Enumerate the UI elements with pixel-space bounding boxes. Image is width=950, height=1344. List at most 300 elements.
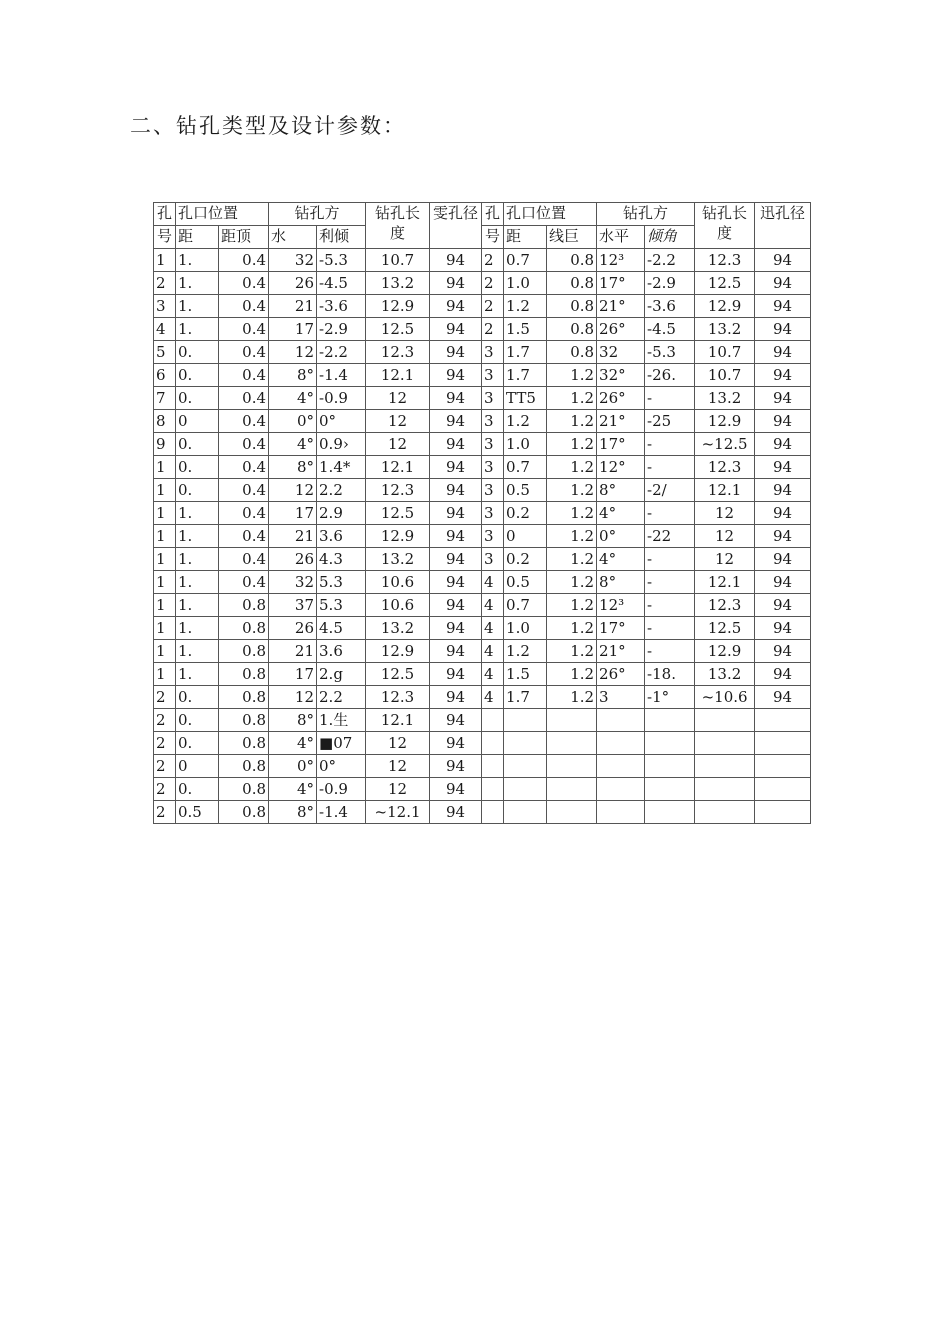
cell-collar-top-distance: 0.4 <box>219 318 269 341</box>
cell-drill-length: 12.9 <box>366 640 430 663</box>
subheader-horizontal-2: 水平 <box>597 226 645 249</box>
cell-horizontal-angle-2 <box>597 778 645 801</box>
cell-hole-diameter-2 <box>755 709 811 732</box>
cell-collar-line-distance-2: 0.8 <box>547 249 597 272</box>
cell-drill-length: 12 <box>366 410 430 433</box>
table-row <box>154 801 811 824</box>
cell-hole-no: 2 <box>154 686 176 709</box>
cell-drill-length-2: 12.9 <box>695 410 755 433</box>
cell-horizontal-angle: 4° <box>269 778 317 801</box>
cell-collar-distance-2 <box>504 732 547 755</box>
cell-hole-no-2: 3 <box>482 525 504 548</box>
cell-hole-no: 5 <box>154 341 176 364</box>
subheader-number: 号 <box>154 226 176 249</box>
cell-horizontal-angle: 8° <box>269 709 317 732</box>
cell-collar-distance: 0 <box>176 410 219 433</box>
cell-drill-length-2: 12 <box>695 502 755 525</box>
table-row <box>154 778 811 801</box>
cell-hole-diameter-2: 94 <box>755 663 811 686</box>
table-row <box>154 709 811 732</box>
cell-drill-length: 12 <box>366 755 430 778</box>
cell-hole-diameter: 94 <box>430 364 482 387</box>
cell-hole-diameter: 94 <box>430 295 482 318</box>
cell-hole-no: 7 <box>154 387 176 410</box>
cell-collar-top-distance: 0.4 <box>219 295 269 318</box>
cell-collar-line-distance-2: 1.2 <box>547 548 597 571</box>
cell-hole-diameter: 94 <box>430 663 482 686</box>
cell-horizontal-angle: 26 <box>269 617 317 640</box>
subheader-distance-2: 距 <box>504 226 547 249</box>
cell-horizontal-angle-2 <box>597 755 645 778</box>
cell-drill-length-2: 10.7 <box>695 341 755 364</box>
cell-hole-no: 1 <box>154 594 176 617</box>
cell-hole-no: 2 <box>154 778 176 801</box>
cell-hole-no: 3 <box>154 295 176 318</box>
cell-inclination-2: - <box>645 594 695 617</box>
cell-horizontal-angle: 26 <box>269 548 317 571</box>
cell-collar-distance-2: 0.2 <box>504 502 547 525</box>
cell-collar-distance-2 <box>504 755 547 778</box>
cell-drill-length-2: 12 <box>695 525 755 548</box>
cell-collar-distance: 0. <box>176 686 219 709</box>
cell-collar-distance: 0. <box>176 479 219 502</box>
cell-collar-distance: 0. <box>176 433 219 456</box>
cell-horizontal-angle: 37 <box>269 594 317 617</box>
cell-hole-no: 2 <box>154 755 176 778</box>
cell-drill-length-2 <box>695 801 755 824</box>
cell-hole-diameter-2 <box>755 778 811 801</box>
cell-collar-distance: 1. <box>176 249 219 272</box>
cell-inclination: 0.9› <box>317 433 366 456</box>
cell-drill-length-2: 13.2 <box>695 387 755 410</box>
cell-hole-no-2: 2 <box>482 249 504 272</box>
cell-inclination-2: -2.9 <box>645 272 695 295</box>
header-hole-2: 孔 <box>482 203 504 226</box>
cell-drill-length-2: 12.9 <box>695 295 755 318</box>
cell-drill-length-2: 12.5 <box>695 617 755 640</box>
cell-hole-diameter-2: 94 <box>755 525 811 548</box>
cell-collar-top-distance: 0.4 <box>219 364 269 387</box>
cell-horizontal-angle-2: 0° <box>597 525 645 548</box>
cell-inclination: 5.3 <box>317 571 366 594</box>
cell-collar-distance: 0. <box>176 364 219 387</box>
cell-hole-no-2: 3 <box>482 502 504 525</box>
subheader-horizontal: 水 <box>269 226 317 249</box>
cell-hole-no: 9 <box>154 433 176 456</box>
cell-collar-distance-2: 0.7 <box>504 594 547 617</box>
cell-collar-distance: 0. <box>176 778 219 801</box>
cell-collar-top-distance: 0.4 <box>219 479 269 502</box>
cell-inclination-2 <box>645 801 695 824</box>
cell-collar-distance-2: 1.2 <box>504 640 547 663</box>
cell-collar-top-distance: 0.4 <box>219 456 269 479</box>
cell-hole-no-2 <box>482 732 504 755</box>
cell-inclination: ■07 <box>317 732 366 755</box>
cell-collar-distance-2: 0.2 <box>504 548 547 571</box>
cell-hole-diameter: 94 <box>430 410 482 433</box>
cell-hole-diameter: 94 <box>430 456 482 479</box>
cell-collar-distance-2: 1.0 <box>504 272 547 295</box>
cell-collar-distance-2: 1.7 <box>504 364 547 387</box>
cell-inclination: -1.4 <box>317 364 366 387</box>
cell-horizontal-angle-2: 17° <box>597 433 645 456</box>
header-drill-direction: 钻孔方 <box>269 203 366 226</box>
cell-drill-length: 10.6 <box>366 571 430 594</box>
cell-inclination-2: - <box>645 456 695 479</box>
cell-inclination: 3.6 <box>317 640 366 663</box>
cell-inclination-2 <box>645 732 695 755</box>
cell-drill-length-2 <box>695 709 755 732</box>
cell-drill-length-2: 12.9 <box>695 640 755 663</box>
cell-inclination-2: -26. <box>645 364 695 387</box>
cell-drill-length: 10.6 <box>366 594 430 617</box>
header-drill-direction-2: 钻孔方 <box>597 203 695 226</box>
cell-drill-length: 12.1 <box>366 364 430 387</box>
cell-inclination: -2.2 <box>317 341 366 364</box>
cell-collar-line-distance-2: 0.8 <box>547 272 597 295</box>
cell-inclination: -0.9 <box>317 778 366 801</box>
cell-horizontal-angle: 0° <box>269 410 317 433</box>
cell-hole-no: 1 <box>154 571 176 594</box>
table-row <box>154 617 811 640</box>
cell-drill-length-2: 13.2 <box>695 318 755 341</box>
cell-hole-no-2 <box>482 778 504 801</box>
cell-horizontal-angle: 12 <box>269 686 317 709</box>
cell-hole-diameter: 94 <box>430 502 482 525</box>
cell-collar-line-distance-2: 1.2 <box>547 456 597 479</box>
cell-horizontal-angle: 4° <box>269 433 317 456</box>
header-collar-position-2: 孔口位置 <box>504 203 597 226</box>
cell-horizontal-angle-2: 17° <box>597 272 645 295</box>
cell-drill-length: 12 <box>366 433 430 456</box>
cell-collar-distance: 1. <box>176 318 219 341</box>
cell-collar-top-distance: 0.8 <box>219 801 269 824</box>
cell-horizontal-angle-2: 8° <box>597 479 645 502</box>
cell-inclination-2 <box>645 709 695 732</box>
cell-hole-diameter-2: 94 <box>755 364 811 387</box>
cell-hole-no-2: 3 <box>482 433 504 456</box>
cell-horizontal-angle-2: 21° <box>597 410 645 433</box>
cell-hole-no: 6 <box>154 364 176 387</box>
cell-hole-no: 1 <box>154 525 176 548</box>
cell-collar-line-distance-2: 1.2 <box>547 410 597 433</box>
cell-hole-no-2: 4 <box>482 617 504 640</box>
cell-hole-diameter: 94 <box>430 755 482 778</box>
cell-inclination: 4.3 <box>317 548 366 571</box>
cell-hole-no: 2 <box>154 272 176 295</box>
cell-collar-top-distance: 0.8 <box>219 709 269 732</box>
cell-hole-diameter-2: 94 <box>755 571 811 594</box>
cell-hole-no-2: 3 <box>482 410 504 433</box>
cell-horizontal-angle-2: 21° <box>597 640 645 663</box>
cell-drill-length-2 <box>695 778 755 801</box>
cell-hole-diameter-2: 94 <box>755 318 811 341</box>
cell-horizontal-angle-2: 21° <box>597 295 645 318</box>
cell-collar-line-distance-2: 1.2 <box>547 571 597 594</box>
cell-hole-diameter: 94 <box>430 571 482 594</box>
cell-horizontal-angle: 26 <box>269 272 317 295</box>
cell-collar-distance-2: 0.5 <box>504 479 547 502</box>
cell-inclination-2: - <box>645 433 695 456</box>
cell-horizontal-angle: 32 <box>269 571 317 594</box>
table-row <box>154 479 811 502</box>
cell-drill-length: 12.3 <box>366 341 430 364</box>
cell-horizontal-angle: 21 <box>269 295 317 318</box>
cell-collar-distance: 0. <box>176 709 219 732</box>
cell-hole-diameter-2: 94 <box>755 410 811 433</box>
cell-hole-no: 1 <box>154 456 176 479</box>
cell-collar-top-distance: 0.4 <box>219 387 269 410</box>
cell-hole-no: 2 <box>154 732 176 755</box>
cell-hole-diameter-2: 94 <box>755 594 811 617</box>
cell-hole-diameter-2: 94 <box>755 617 811 640</box>
cell-hole-no: 1 <box>154 640 176 663</box>
table-row <box>154 663 811 686</box>
cell-drill-length-2: 13.2 <box>695 663 755 686</box>
cell-inclination: 2.2 <box>317 479 366 502</box>
cell-inclination: -4.5 <box>317 272 366 295</box>
cell-inclination-2: -18. <box>645 663 695 686</box>
cell-hole-diameter: 94 <box>430 778 482 801</box>
table-row <box>154 456 811 479</box>
cell-collar-distance-2: 1.0 <box>504 617 547 640</box>
cell-drill-length-2: 12.1 <box>695 571 755 594</box>
cell-hole-diameter-2 <box>755 801 811 824</box>
cell-horizontal-angle-2: 26° <box>597 663 645 686</box>
cell-hole-no-2: 3 <box>482 479 504 502</box>
table-row <box>154 410 811 433</box>
cell-inclination: 4.5 <box>317 617 366 640</box>
cell-inclination-2: - <box>645 502 695 525</box>
cell-collar-top-distance: 0.4 <box>219 525 269 548</box>
cell-hole-no: 2 <box>154 801 176 824</box>
cell-inclination-2: -5.3 <box>645 341 695 364</box>
table-row <box>154 341 811 364</box>
cell-collar-distance-2: 0.7 <box>504 249 547 272</box>
cell-horizontal-angle: 4° <box>269 732 317 755</box>
table-row <box>154 364 811 387</box>
cell-collar-line-distance-2: 1.2 <box>547 479 597 502</box>
cell-hole-no: 1 <box>154 249 176 272</box>
cell-collar-distance: 1. <box>176 640 219 663</box>
cell-drill-length: 12.5 <box>366 663 430 686</box>
cell-collar-distance: 1. <box>176 663 219 686</box>
cell-collar-line-distance-2 <box>547 732 597 755</box>
cell-hole-no: 1 <box>154 479 176 502</box>
cell-hole-diameter: 94 <box>430 548 482 571</box>
cell-drill-length-2: 12.3 <box>695 249 755 272</box>
cell-collar-top-distance: 0.4 <box>219 341 269 364</box>
cell-hole-no-2: 3 <box>482 548 504 571</box>
cell-hole-no-2: 3 <box>482 456 504 479</box>
cell-inclination: -0.9 <box>317 387 366 410</box>
cell-collar-line-distance-2: 1.2 <box>547 686 597 709</box>
cell-hole-diameter: 94 <box>430 479 482 502</box>
cell-hole-no-2: 2 <box>482 295 504 318</box>
cell-collar-top-distance: 0.4 <box>219 571 269 594</box>
cell-collar-top-distance: 0.8 <box>219 663 269 686</box>
cell-horizontal-angle-2: 32 <box>597 341 645 364</box>
table-row <box>154 594 811 617</box>
cell-collar-line-distance-2: 1.2 <box>547 617 597 640</box>
cell-collar-distance: 0. <box>176 732 219 755</box>
cell-drill-length: 13.2 <box>366 617 430 640</box>
cell-hole-no-2 <box>482 801 504 824</box>
cell-inclination-2: -2/ <box>645 479 695 502</box>
cell-drill-length: 12 <box>366 778 430 801</box>
cell-collar-distance: 1. <box>176 617 219 640</box>
cell-inclination-2: - <box>645 617 695 640</box>
cell-collar-top-distance: 0.8 <box>219 732 269 755</box>
cell-collar-line-distance-2: 1.2 <box>547 387 597 410</box>
cell-collar-distance-2: TT5 <box>504 387 547 410</box>
cell-hole-no: 1 <box>154 548 176 571</box>
section-heading: 二、钻孔类型及设计参数： <box>130 114 406 138</box>
cell-inclination-2: -22 <box>645 525 695 548</box>
cell-horizontal-angle: 21 <box>269 640 317 663</box>
cell-hole-no-2: 2 <box>482 318 504 341</box>
cell-collar-distance-2: 0.7 <box>504 456 547 479</box>
header-drill-length: 钻孔长度 <box>366 203 430 249</box>
cell-inclination: 2.g <box>317 663 366 686</box>
cell-drill-length: 12.3 <box>366 479 430 502</box>
cell-collar-line-distance-2 <box>547 755 597 778</box>
cell-hole-diameter: 94 <box>430 732 482 755</box>
header-collar-position: 孔口位置 <box>176 203 269 226</box>
cell-hole-diameter: 94 <box>430 640 482 663</box>
cell-hole-no-2: 4 <box>482 686 504 709</box>
cell-inclination-2: -4.5 <box>645 318 695 341</box>
cell-collar-top-distance: 0.8 <box>219 686 269 709</box>
cell-hole-diameter-2: 94 <box>755 479 811 502</box>
cell-drill-length: 12.5 <box>366 318 430 341</box>
cell-hole-diameter: 94 <box>430 801 482 824</box>
cell-hole-diameter-2: 94 <box>755 456 811 479</box>
table-row <box>154 525 811 548</box>
cell-hole-no: 4 <box>154 318 176 341</box>
cell-horizontal-angle-2: 4° <box>597 548 645 571</box>
cell-collar-distance: 1. <box>176 571 219 594</box>
cell-drill-length-2: ~12.5 <box>695 433 755 456</box>
cell-drill-length: 12 <box>366 387 430 410</box>
cell-hole-diameter: 94 <box>430 709 482 732</box>
cell-hole-diameter-2: 94 <box>755 640 811 663</box>
cell-hole-diameter-2 <box>755 732 811 755</box>
header-drill-length-2: 钻孔长度 <box>695 203 755 249</box>
cell-inclination: -3.6 <box>317 295 366 318</box>
cell-inclination: 3.6 <box>317 525 366 548</box>
cell-collar-distance-2: 1.5 <box>504 318 547 341</box>
table-row <box>154 732 811 755</box>
table-row <box>154 502 811 525</box>
cell-drill-length: 13.2 <box>366 272 430 295</box>
cell-drill-length: 12.1 <box>366 709 430 732</box>
header-hole: 孔 <box>154 203 176 226</box>
cell-collar-distance: 1. <box>176 502 219 525</box>
table-row <box>154 249 811 272</box>
cell-inclination: -5.3 <box>317 249 366 272</box>
cell-hole-no-2: 4 <box>482 663 504 686</box>
cell-inclination-2: - <box>645 640 695 663</box>
drill-parameter-table <box>153 202 811 824</box>
cell-hole-diameter: 94 <box>430 686 482 709</box>
cell-collar-distance: 0.5 <box>176 801 219 824</box>
table-row <box>154 548 811 571</box>
table-row <box>154 686 811 709</box>
cell-drill-length: 13.2 <box>366 548 430 571</box>
cell-collar-top-distance: 0.8 <box>219 778 269 801</box>
cell-collar-distance-2 <box>504 801 547 824</box>
cell-collar-distance-2: 1.2 <box>504 410 547 433</box>
cell-hole-diameter-2: 94 <box>755 502 811 525</box>
cell-hole-diameter: 94 <box>430 272 482 295</box>
cell-drill-length: 12.1 <box>366 456 430 479</box>
cell-collar-line-distance-2: 1.2 <box>547 525 597 548</box>
cell-hole-diameter-2: 94 <box>755 341 811 364</box>
cell-horizontal-angle-2: 12³ <box>597 249 645 272</box>
cell-collar-line-distance-2: 0.8 <box>547 341 597 364</box>
cell-inclination: 0° <box>317 410 366 433</box>
table-row <box>154 387 811 410</box>
cell-collar-line-distance-2 <box>547 778 597 801</box>
table-row <box>154 433 811 456</box>
cell-collar-distance: 0. <box>176 387 219 410</box>
cell-hole-no-2: 4 <box>482 571 504 594</box>
table-row <box>154 755 811 778</box>
cell-hole-diameter: 94 <box>430 525 482 548</box>
cell-horizontal-angle: 8° <box>269 801 317 824</box>
cell-hole-no-2: 3 <box>482 364 504 387</box>
cell-hole-diameter: 94 <box>430 341 482 364</box>
subheader-inclination-2: 倾角 <box>645 226 695 249</box>
cell-drill-length-2: 12.3 <box>695 456 755 479</box>
cell-collar-line-distance-2: 1.2 <box>547 364 597 387</box>
cell-hole-no-2: 3 <box>482 341 504 364</box>
cell-inclination-2: -1° <box>645 686 695 709</box>
cell-inclination: -1.4 <box>317 801 366 824</box>
table-row <box>154 640 811 663</box>
cell-drill-length-2: 12 <box>695 548 755 571</box>
cell-hole-diameter-2: 94 <box>755 433 811 456</box>
cell-collar-top-distance: 0.4 <box>219 502 269 525</box>
cell-collar-top-distance: 0.8 <box>219 640 269 663</box>
cell-hole-no: 2 <box>154 709 176 732</box>
cell-drill-length-2 <box>695 755 755 778</box>
subheader-number-2: 号 <box>482 226 504 249</box>
cell-collar-distance-2: 1.2 <box>504 295 547 318</box>
cell-collar-distance-2: 1.7 <box>504 341 547 364</box>
cell-drill-length: 12 <box>366 732 430 755</box>
cell-horizontal-angle: 21 <box>269 525 317 548</box>
cell-horizontal-angle-2: 26° <box>597 387 645 410</box>
cell-collar-line-distance-2 <box>547 801 597 824</box>
cell-drill-length: 12.9 <box>366 525 430 548</box>
cell-hole-diameter: 94 <box>430 387 482 410</box>
cell-inclination: 5.3 <box>317 594 366 617</box>
cell-collar-top-distance: 0.4 <box>219 249 269 272</box>
cell-collar-line-distance-2: 1.2 <box>547 433 597 456</box>
cell-inclination: 0° <box>317 755 366 778</box>
table-row <box>154 295 811 318</box>
header-row-top <box>154 203 811 226</box>
cell-hole-diameter-2: 94 <box>755 686 811 709</box>
cell-inclination-2 <box>645 755 695 778</box>
cell-hole-no: 1 <box>154 502 176 525</box>
cell-hole-no-2: 2 <box>482 272 504 295</box>
subheader-distance: 距 <box>176 226 219 249</box>
cell-hole-no-2: 4 <box>482 640 504 663</box>
cell-collar-distance: 1. <box>176 548 219 571</box>
